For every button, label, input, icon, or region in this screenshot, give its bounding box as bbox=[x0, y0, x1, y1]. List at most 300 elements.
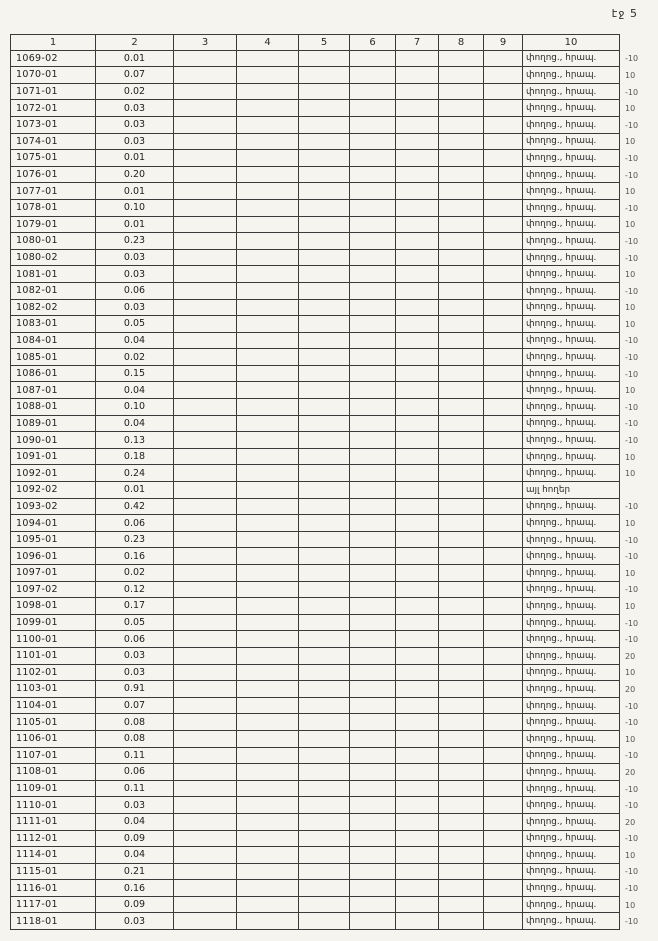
empty-cell bbox=[299, 681, 350, 698]
empty-cell bbox=[484, 100, 523, 117]
parcel-code-cell: 1092-01 bbox=[10, 465, 96, 482]
margin-note: -10 bbox=[625, 120, 639, 130]
empty-cell bbox=[396, 150, 439, 167]
empty-cell bbox=[350, 698, 396, 715]
empty-cell bbox=[237, 499, 299, 516]
parcel-code-cell: 1080-01 bbox=[10, 233, 96, 250]
empty-cell bbox=[299, 283, 350, 300]
empty-cell bbox=[174, 847, 237, 864]
parcel-code-cell: 1111-01 bbox=[10, 814, 96, 831]
empty-cell bbox=[439, 200, 484, 217]
parcel-code-cell: 1080-02 bbox=[10, 250, 96, 267]
land-use-cell: փողոց., հրապ. bbox=[523, 731, 620, 748]
empty-cell bbox=[439, 167, 484, 184]
empty-cell bbox=[350, 648, 396, 665]
empty-cell bbox=[350, 67, 396, 84]
empty-cell bbox=[396, 333, 439, 350]
empty-cell bbox=[439, 847, 484, 864]
land-use-cell: փողոց., հրապ. bbox=[523, 681, 620, 698]
parcel-code-cell: 1081-01 bbox=[10, 266, 96, 283]
empty-cell bbox=[237, 200, 299, 217]
empty-cell bbox=[484, 781, 523, 798]
land-use-cell: փողոց., հրապ. bbox=[523, 233, 620, 250]
area-value-cell: 0.20 bbox=[96, 167, 174, 184]
land-use-cell: փողոց., հրապ. bbox=[523, 283, 620, 300]
empty-cell bbox=[484, 681, 523, 698]
land-use-cell: փողոց., հրապ. bbox=[523, 582, 620, 599]
land-use-cell: փողոց., հրապ. bbox=[523, 499, 620, 516]
area-value-cell: 0.17 bbox=[96, 598, 174, 615]
empty-cell bbox=[350, 150, 396, 167]
empty-cell bbox=[396, 300, 439, 317]
empty-cell bbox=[484, 648, 523, 665]
margin-note: -10 bbox=[625, 635, 639, 645]
empty-cell bbox=[174, 217, 237, 234]
empty-cell bbox=[174, 449, 237, 466]
empty-cell bbox=[484, 150, 523, 167]
empty-cell bbox=[299, 482, 350, 499]
land-use-cell: փողոց., հրապ. bbox=[523, 366, 620, 383]
empty-cell bbox=[350, 316, 396, 333]
empty-cell bbox=[350, 499, 396, 516]
parcel-code-cell: 1115-01 bbox=[10, 864, 96, 881]
empty-cell bbox=[299, 814, 350, 831]
area-value-cell: 0.03 bbox=[96, 648, 174, 665]
empty-cell bbox=[439, 548, 484, 565]
empty-cell bbox=[174, 831, 237, 848]
empty-cell bbox=[484, 897, 523, 914]
land-use-cell: փողոց., հրապ. bbox=[523, 615, 620, 632]
empty-cell bbox=[484, 300, 523, 317]
area-value-cell: 0.24 bbox=[96, 465, 174, 482]
land-use-cell: փողոց., հրապ. bbox=[523, 67, 620, 84]
empty-cell bbox=[237, 67, 299, 84]
empty-cell bbox=[484, 847, 523, 864]
parcel-code-cell: 1076-01 bbox=[10, 167, 96, 184]
empty-cell bbox=[396, 731, 439, 748]
margin-note bbox=[620, 482, 646, 499]
empty-cell bbox=[350, 283, 396, 300]
empty-cell bbox=[484, 316, 523, 333]
empty-cell bbox=[350, 300, 396, 317]
empty-cell bbox=[174, 366, 237, 383]
area-value-cell: 0.02 bbox=[96, 84, 174, 101]
margin-note: 10 bbox=[625, 137, 636, 147]
empty-cell bbox=[350, 565, 396, 582]
margin-note: 10 bbox=[625, 70, 636, 80]
land-use-cell: փողոց., հրապ. bbox=[523, 548, 620, 565]
empty-cell bbox=[396, 432, 439, 449]
empty-cell bbox=[439, 117, 484, 134]
empty-cell bbox=[299, 117, 350, 134]
empty-cell bbox=[350, 416, 396, 433]
empty-cell bbox=[299, 316, 350, 333]
empty-cell bbox=[299, 233, 350, 250]
margin-note: -10 bbox=[625, 87, 639, 97]
land-use-cell: փողոց., հրապ. bbox=[523, 349, 620, 366]
empty-cell bbox=[484, 598, 523, 615]
margin-note: 20 bbox=[625, 651, 636, 661]
empty-cell bbox=[299, 548, 350, 565]
empty-cell bbox=[350, 233, 396, 250]
empty-cell bbox=[299, 797, 350, 814]
empty-cell bbox=[396, 316, 439, 333]
empty-cell bbox=[299, 532, 350, 549]
empty-cell bbox=[299, 349, 350, 366]
area-value-cell: 0.02 bbox=[96, 565, 174, 582]
empty-cell bbox=[484, 266, 523, 283]
empty-cell bbox=[350, 382, 396, 399]
margin-note: -10 bbox=[625, 535, 639, 545]
empty-cell bbox=[439, 731, 484, 748]
land-use-cell: փողոց., հրապ. bbox=[523, 333, 620, 350]
margin-note: -10 bbox=[625, 286, 639, 296]
area-value-cell: 0.03 bbox=[96, 797, 174, 814]
parcel-code-cell: 1102-01 bbox=[10, 665, 96, 682]
parcel-code-cell: 1069-02 bbox=[10, 51, 96, 68]
empty-cell bbox=[299, 366, 350, 383]
parcel-code-cell: 1110-01 bbox=[10, 797, 96, 814]
land-use-cell: փողոց., հրապ. bbox=[523, 764, 620, 781]
empty-cell bbox=[237, 449, 299, 466]
margin-note: -10 bbox=[625, 369, 639, 379]
empty-cell bbox=[237, 764, 299, 781]
parcel-code-cell: 1104-01 bbox=[10, 698, 96, 715]
empty-cell bbox=[174, 814, 237, 831]
empty-cell bbox=[439, 51, 484, 68]
margin-note: -10 bbox=[625, 253, 639, 263]
empty-cell bbox=[299, 100, 350, 117]
empty-cell bbox=[237, 714, 299, 731]
margin-note: -10 bbox=[625, 618, 639, 628]
empty-cell bbox=[174, 382, 237, 399]
margin-note: -10 bbox=[625, 236, 639, 246]
parcel-code-cell: 1070-01 bbox=[10, 67, 96, 84]
area-value-cell: 0.16 bbox=[96, 548, 174, 565]
empty-cell bbox=[484, 416, 523, 433]
margin-note: -10 bbox=[625, 751, 639, 761]
empty-cell bbox=[439, 913, 484, 930]
empty-cell bbox=[396, 532, 439, 549]
empty-cell bbox=[237, 250, 299, 267]
empty-cell bbox=[439, 748, 484, 765]
empty-cell bbox=[439, 217, 484, 234]
empty-cell bbox=[484, 864, 523, 881]
empty-cell bbox=[439, 631, 484, 648]
column-header: 9 bbox=[484, 34, 523, 51]
margin-note: 10 bbox=[625, 319, 636, 329]
empty-cell bbox=[484, 714, 523, 731]
area-value-cell: 0.21 bbox=[96, 864, 174, 881]
land-use-cell: փողոց., հրապ. bbox=[523, 532, 620, 549]
empty-cell bbox=[396, 482, 439, 499]
land-use-cell: փողոց., հրապ. bbox=[523, 847, 620, 864]
empty-cell bbox=[439, 316, 484, 333]
empty-cell bbox=[396, 283, 439, 300]
empty-cell bbox=[350, 84, 396, 101]
empty-cell bbox=[484, 382, 523, 399]
empty-cell bbox=[484, 200, 523, 217]
empty-cell bbox=[396, 897, 439, 914]
parcel-code-cell: 1112-01 bbox=[10, 831, 96, 848]
empty-cell bbox=[350, 399, 396, 416]
land-use-cell: փողոց., հրապ. bbox=[523, 399, 620, 416]
empty-cell bbox=[484, 582, 523, 599]
margin-note: -10 bbox=[625, 419, 639, 429]
empty-cell bbox=[299, 615, 350, 632]
margin-note: -10 bbox=[625, 402, 639, 412]
parcel-code-cell: 1094-01 bbox=[10, 515, 96, 532]
empty-cell bbox=[396, 366, 439, 383]
empty-cell bbox=[439, 714, 484, 731]
empty-cell bbox=[174, 134, 237, 151]
empty-cell bbox=[439, 366, 484, 383]
empty-cell bbox=[396, 51, 439, 68]
area-value-cell: 0.16 bbox=[96, 880, 174, 897]
land-use-cell: փողոց., հրապ. bbox=[523, 797, 620, 814]
empty-cell bbox=[174, 698, 237, 715]
empty-cell bbox=[237, 167, 299, 184]
empty-cell bbox=[299, 515, 350, 532]
empty-cell bbox=[484, 183, 523, 200]
empty-cell bbox=[396, 631, 439, 648]
empty-cell bbox=[350, 731, 396, 748]
empty-cell bbox=[237, 698, 299, 715]
margin-note: -10 bbox=[625, 801, 639, 811]
parcel-code-cell: 1084-01 bbox=[10, 333, 96, 350]
empty-cell bbox=[439, 449, 484, 466]
empty-cell bbox=[350, 349, 396, 366]
empty-cell bbox=[299, 913, 350, 930]
area-value-cell: 0.04 bbox=[96, 847, 174, 864]
parcel-code-cell: 1116-01 bbox=[10, 880, 96, 897]
parcel-code-cell: 1082-01 bbox=[10, 283, 96, 300]
parcel-code-cell: 1079-01 bbox=[10, 217, 96, 234]
area-value-cell: 0.10 bbox=[96, 200, 174, 217]
empty-cell bbox=[350, 366, 396, 383]
empty-cell bbox=[174, 84, 237, 101]
area-value-cell: 0.03 bbox=[96, 266, 174, 283]
empty-cell bbox=[350, 449, 396, 466]
empty-cell bbox=[299, 499, 350, 516]
empty-cell bbox=[484, 233, 523, 250]
empty-cell bbox=[237, 913, 299, 930]
empty-cell bbox=[174, 897, 237, 914]
empty-cell bbox=[299, 665, 350, 682]
empty-cell bbox=[174, 515, 237, 532]
empty-cell bbox=[237, 183, 299, 200]
empty-cell bbox=[174, 731, 237, 748]
empty-cell bbox=[439, 283, 484, 300]
parcel-code-cell: 1087-01 bbox=[10, 382, 96, 399]
land-use-cell: փողոց., հրապ. bbox=[523, 913, 620, 930]
land-use-cell: փողոց., հրապ. bbox=[523, 217, 620, 234]
empty-cell bbox=[237, 631, 299, 648]
empty-cell bbox=[439, 100, 484, 117]
empty-cell bbox=[237, 880, 299, 897]
empty-cell bbox=[174, 598, 237, 615]
area-value-cell: 0.05 bbox=[96, 316, 174, 333]
margin-note: -10 bbox=[625, 867, 639, 877]
land-use-cell: փողոց., հրապ. bbox=[523, 714, 620, 731]
column-header: 3 bbox=[174, 34, 237, 51]
area-value-cell: 0.08 bbox=[96, 731, 174, 748]
empty-cell bbox=[396, 880, 439, 897]
empty-cell bbox=[237, 300, 299, 317]
empty-cell bbox=[484, 748, 523, 765]
empty-cell bbox=[174, 665, 237, 682]
area-value-cell: 0.11 bbox=[96, 781, 174, 798]
empty-cell bbox=[299, 67, 350, 84]
margin-note: -10 bbox=[625, 701, 639, 711]
land-use-cell: փողոց., հրապ. bbox=[523, 382, 620, 399]
area-value-cell: 0.04 bbox=[96, 814, 174, 831]
empty-cell bbox=[484, 349, 523, 366]
area-value-cell: 0.04 bbox=[96, 333, 174, 350]
empty-cell bbox=[174, 100, 237, 117]
land-use-cell: փողոց., հրապ. bbox=[523, 781, 620, 798]
empty-cell bbox=[396, 565, 439, 582]
parcel-code-cell: 1101-01 bbox=[10, 648, 96, 665]
empty-cell bbox=[237, 565, 299, 582]
empty-cell bbox=[439, 84, 484, 101]
empty-cell bbox=[396, 233, 439, 250]
land-use-cell: փողոց., հրապ. bbox=[523, 565, 620, 582]
land-use-cell: փողոց., հրապ. bbox=[523, 515, 620, 532]
land-use-cell: փողոց., հրապ. bbox=[523, 300, 620, 317]
empty-cell bbox=[350, 134, 396, 151]
area-value-cell: 0.42 bbox=[96, 499, 174, 516]
area-value-cell: 0.06 bbox=[96, 764, 174, 781]
empty-cell bbox=[237, 382, 299, 399]
empty-cell bbox=[299, 565, 350, 582]
empty-cell bbox=[174, 399, 237, 416]
area-value-cell: 0.01 bbox=[96, 183, 174, 200]
margin-note: -10 bbox=[625, 203, 639, 213]
empty-cell bbox=[396, 117, 439, 134]
empty-cell bbox=[174, 117, 237, 134]
empty-cell bbox=[396, 134, 439, 151]
empty-cell bbox=[174, 300, 237, 317]
empty-cell bbox=[439, 681, 484, 698]
empty-cell bbox=[439, 864, 484, 881]
empty-cell bbox=[174, 283, 237, 300]
empty-cell bbox=[439, 698, 484, 715]
empty-cell bbox=[396, 250, 439, 267]
empty-cell bbox=[299, 266, 350, 283]
empty-cell bbox=[350, 532, 396, 549]
area-value-cell: 0.12 bbox=[96, 582, 174, 599]
empty-cell bbox=[439, 382, 484, 399]
margin-note: 10 bbox=[625, 900, 636, 910]
empty-cell bbox=[174, 349, 237, 366]
empty-cell bbox=[237, 831, 299, 848]
margin-note: 10 bbox=[625, 220, 636, 230]
land-use-cell: փողոց., հրապ. bbox=[523, 648, 620, 665]
parcel-code-cell: 1105-01 bbox=[10, 714, 96, 731]
empty-cell bbox=[439, 648, 484, 665]
margin-note: -10 bbox=[625, 718, 639, 728]
land-use-cell: փողոց., հրապ. bbox=[523, 814, 620, 831]
empty-cell bbox=[396, 847, 439, 864]
empty-cell bbox=[484, 366, 523, 383]
empty-cell bbox=[350, 913, 396, 930]
empty-cell bbox=[350, 465, 396, 482]
empty-cell bbox=[396, 598, 439, 615]
area-value-cell: 0.03 bbox=[96, 300, 174, 317]
empty-cell bbox=[396, 648, 439, 665]
empty-cell bbox=[484, 631, 523, 648]
area-value-cell: 0.07 bbox=[96, 67, 174, 84]
empty-cell bbox=[439, 582, 484, 599]
margin-note: -10 bbox=[625, 170, 639, 180]
empty-cell bbox=[299, 399, 350, 416]
empty-cell bbox=[299, 200, 350, 217]
empty-cell bbox=[174, 150, 237, 167]
parcel-code-cell: 1092-02 bbox=[10, 482, 96, 499]
empty-cell bbox=[174, 631, 237, 648]
margin-note: 10 bbox=[625, 303, 636, 313]
parcel-code-cell: 1100-01 bbox=[10, 631, 96, 648]
empty-cell bbox=[174, 714, 237, 731]
empty-cell bbox=[350, 797, 396, 814]
area-value-cell: 0.04 bbox=[96, 416, 174, 433]
empty-cell bbox=[350, 781, 396, 798]
parcel-code-cell: 1095-01 bbox=[10, 532, 96, 549]
parcel-code-cell: 1093-02 bbox=[10, 499, 96, 516]
empty-cell bbox=[484, 731, 523, 748]
land-use-cell: փողոց., հրապ. bbox=[523, 864, 620, 881]
empty-cell bbox=[237, 731, 299, 748]
empty-cell bbox=[439, 333, 484, 350]
empty-cell bbox=[396, 748, 439, 765]
empty-cell bbox=[350, 764, 396, 781]
margin-note: -10 bbox=[625, 353, 639, 363]
empty-cell bbox=[237, 532, 299, 549]
empty-cell bbox=[299, 449, 350, 466]
area-value-cell: 0.13 bbox=[96, 432, 174, 449]
empty-cell bbox=[484, 399, 523, 416]
empty-cell bbox=[484, 117, 523, 134]
empty-cell bbox=[350, 482, 396, 499]
empty-cell bbox=[396, 913, 439, 930]
empty-cell bbox=[439, 482, 484, 499]
margin-note: -10 bbox=[625, 552, 639, 562]
empty-cell bbox=[350, 847, 396, 864]
margin-note: -10 bbox=[625, 153, 639, 163]
empty-cell bbox=[439, 565, 484, 582]
area-value-cell: 0.15 bbox=[96, 366, 174, 383]
empty-cell bbox=[174, 764, 237, 781]
land-use-cell: փողոց., հրապ. bbox=[523, 100, 620, 117]
empty-cell bbox=[396, 84, 439, 101]
empty-cell bbox=[396, 548, 439, 565]
empty-cell bbox=[299, 51, 350, 68]
empty-cell bbox=[439, 665, 484, 682]
area-value-cell: 0.18 bbox=[96, 449, 174, 466]
empty-cell bbox=[237, 548, 299, 565]
margin-note: -10 bbox=[625, 834, 639, 844]
empty-cell bbox=[439, 515, 484, 532]
land-use-cell: փողոց., հրապ. bbox=[523, 134, 620, 151]
empty-cell bbox=[299, 698, 350, 715]
empty-cell bbox=[484, 880, 523, 897]
area-value-cell: 0.01 bbox=[96, 482, 174, 499]
area-value-cell: 0.23 bbox=[96, 233, 174, 250]
parcel-code-cell: 1091-01 bbox=[10, 449, 96, 466]
area-value-cell: 0.09 bbox=[96, 897, 174, 914]
parcel-code-cell: 1082-02 bbox=[10, 300, 96, 317]
